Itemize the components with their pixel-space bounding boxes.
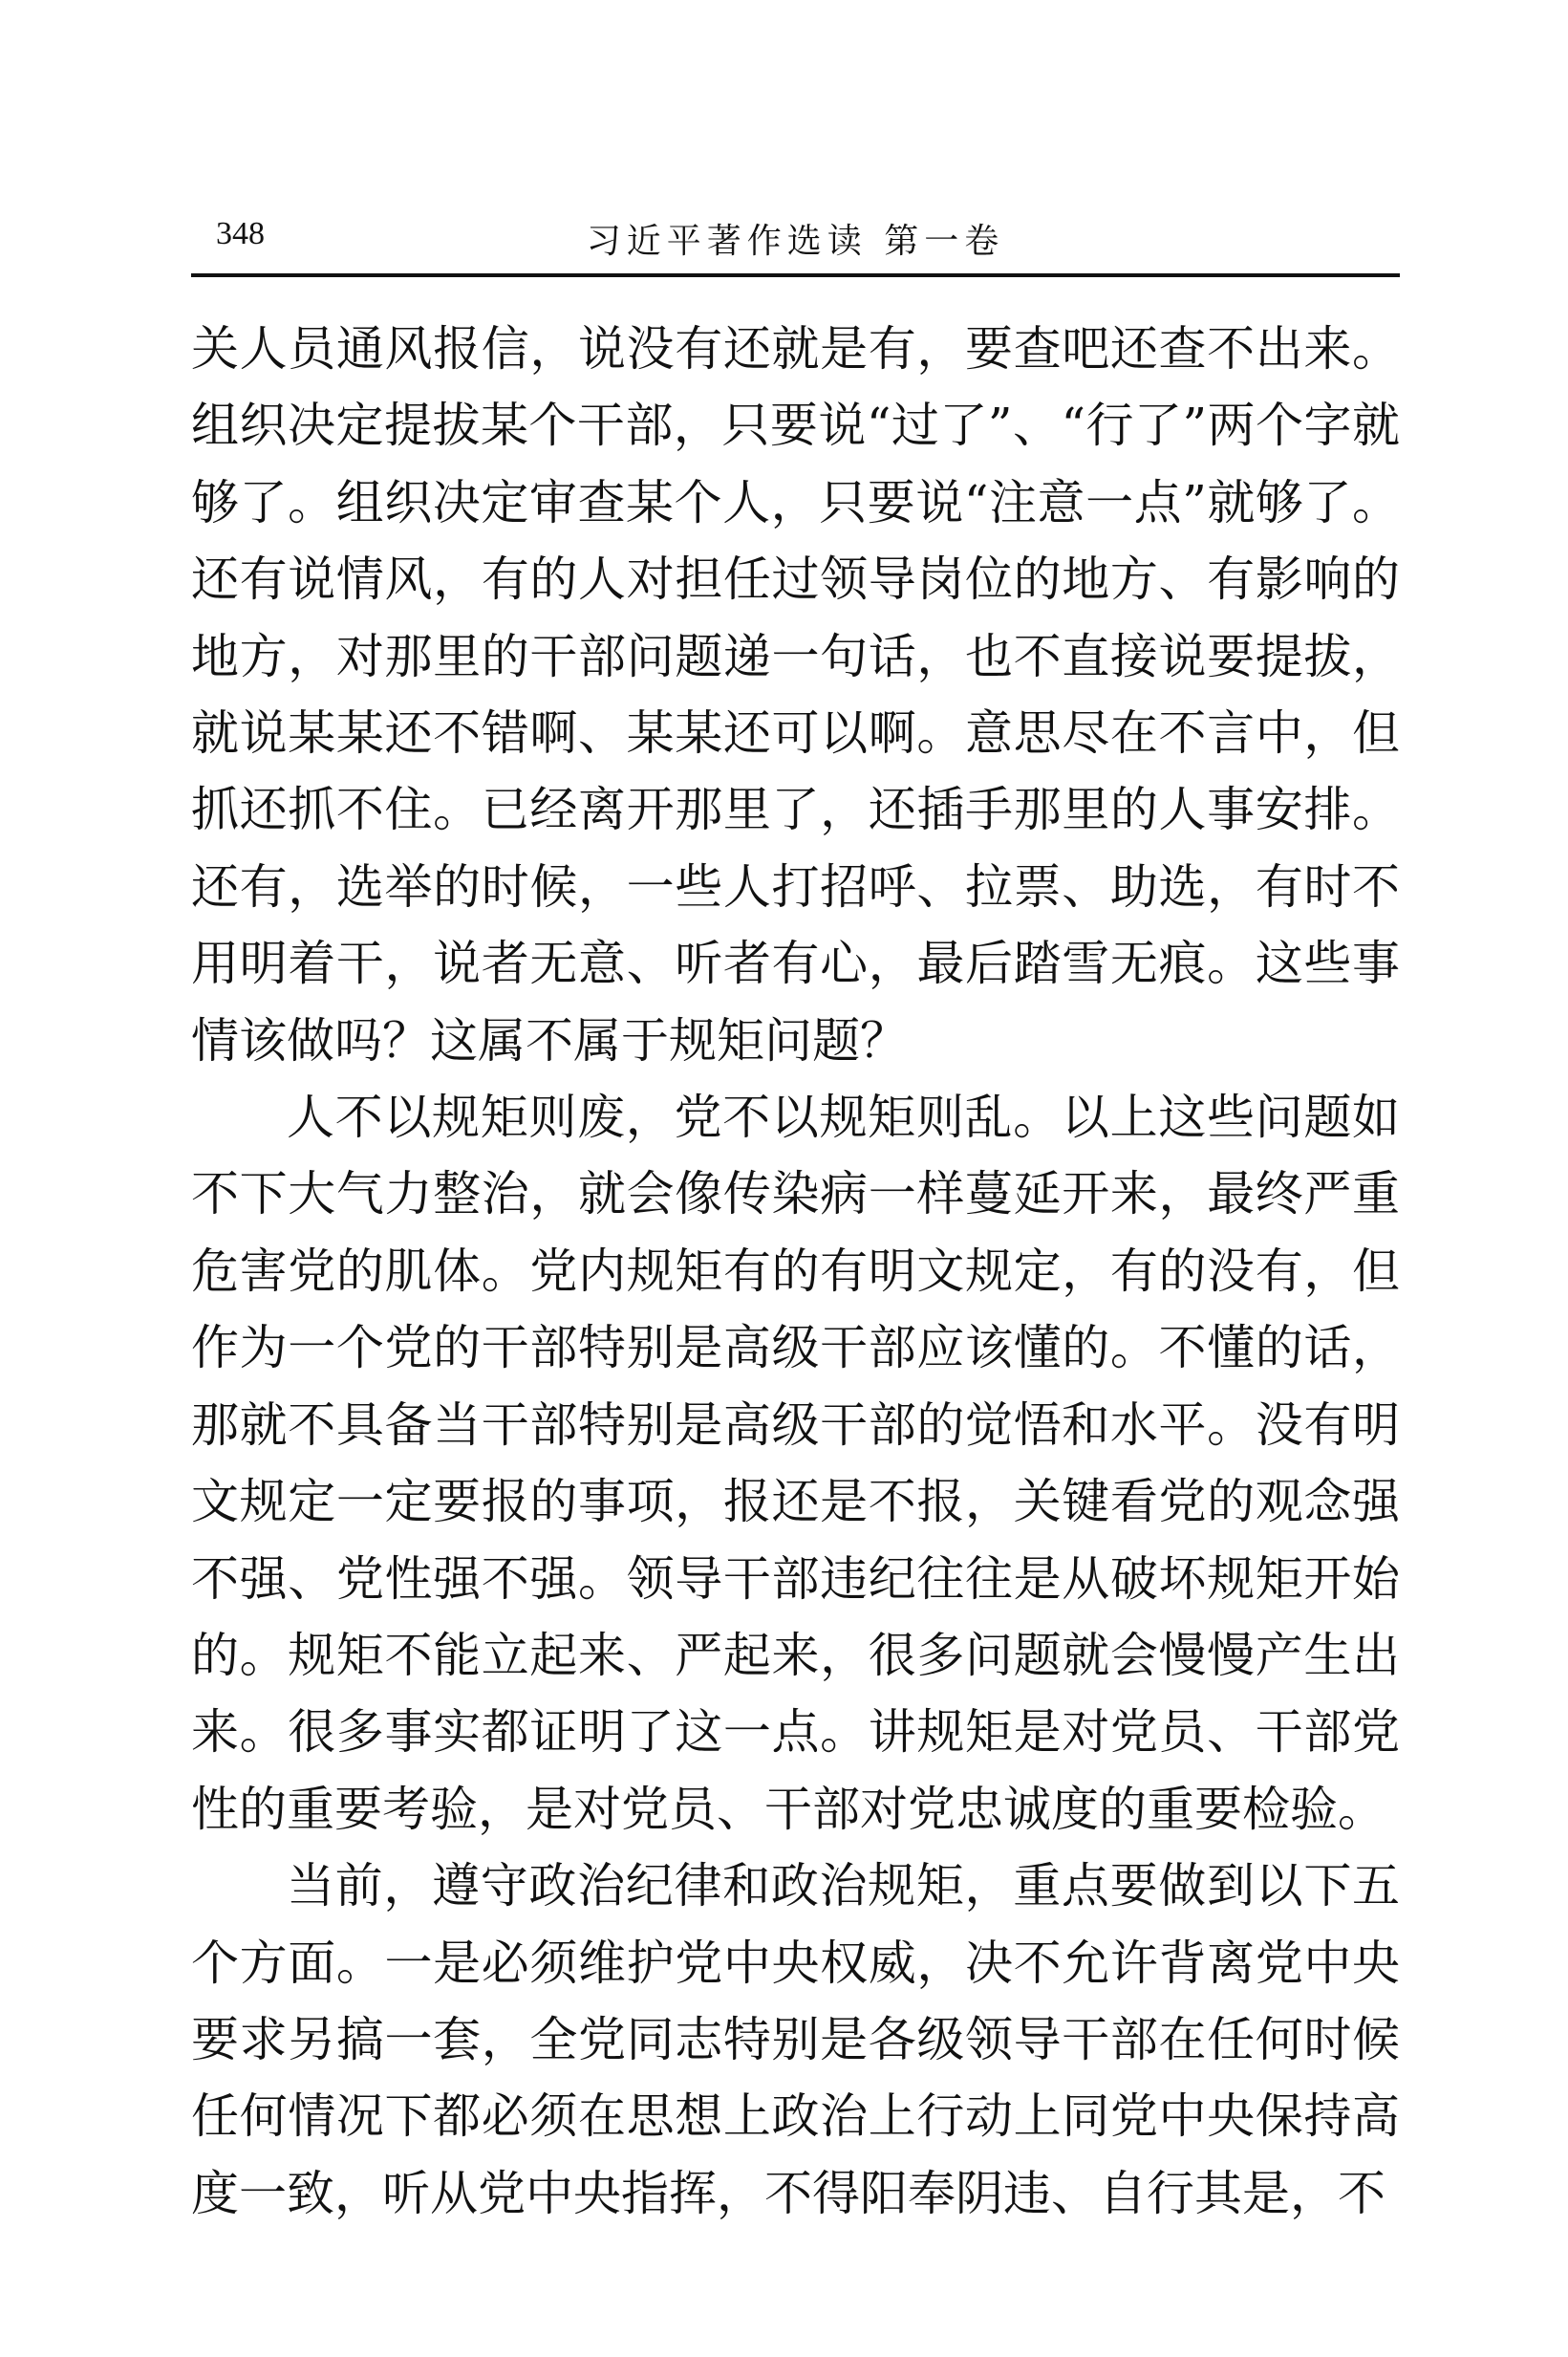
paragraph-five-aspects: 当前，遵守政治纪律和政治规矩，重点要做到以下五个方面。一是必须维护党中央权威，决不允许背离党中央要求另搞一套，全党同志特别是各级领导干部在任何时候任何情况下都必须在思想上政治上行动上同党中央保持高度一致，听从党中央指挥，不得阳奉阴违、自行其是，不 xyxy=(191,1858,1400,2221)
header-rule xyxy=(191,273,1400,277)
paragraph-rules: 人不以规矩则废，党不以规矩则乱。以上这些问题如不下大气力整治，就会像传染病一样蔓延开来，最终严重危害党的肌体。党内规矩有的有明文规定，有的没有，但作为一个党的干部特别是高级干部应该懂的。不懂的话，那就不具备当干部特别是高级干部的觉悟和水平。没有明文规定一定要报的事项，报还是不报，关键看党的观念强不强、党性强不强。领导干部违纪往往是从破坏规矩开始的。规矩不能立起来、严起来，很多问题就会慢慢产生出来。很多事实都证明了这一点。讲规矩是对党员、干部党性的重要考验，是对党员、干部对党忠诚度的重要检验。 xyxy=(191,1090,1400,1837)
running-title: 习近平著作选读 第一卷 xyxy=(586,222,1005,261)
paragraph-continued: 关人员通风报信，说没有还就是有，要查吧还查不出来。组织决定提拔某个干部，只要说“过了”、“行了”两个字就够了。组织决定审查某个人，只要说“注意一点”就够了。还有说情风，有的人对担任过领导岗位的地方、有影响的地方，对那里的干部问题递一句话，也不直接说要提拔，就说某某还不错啊、某某还可以啊。意思尽在不言中，但抓还抓不住。已经离开那里了，还插手那里的人事安排。还有，选举的时候，一些人打招呼、拉票、助选，有时不用明着干，说者无意、听者有心，最后踏雪无痕。这些事情该做吗？这属不属于规矩问题？ xyxy=(191,321,1400,1069)
page-header xyxy=(191,208,1400,270)
body-text xyxy=(191,311,1400,2232)
page-number: 348 xyxy=(216,216,265,251)
